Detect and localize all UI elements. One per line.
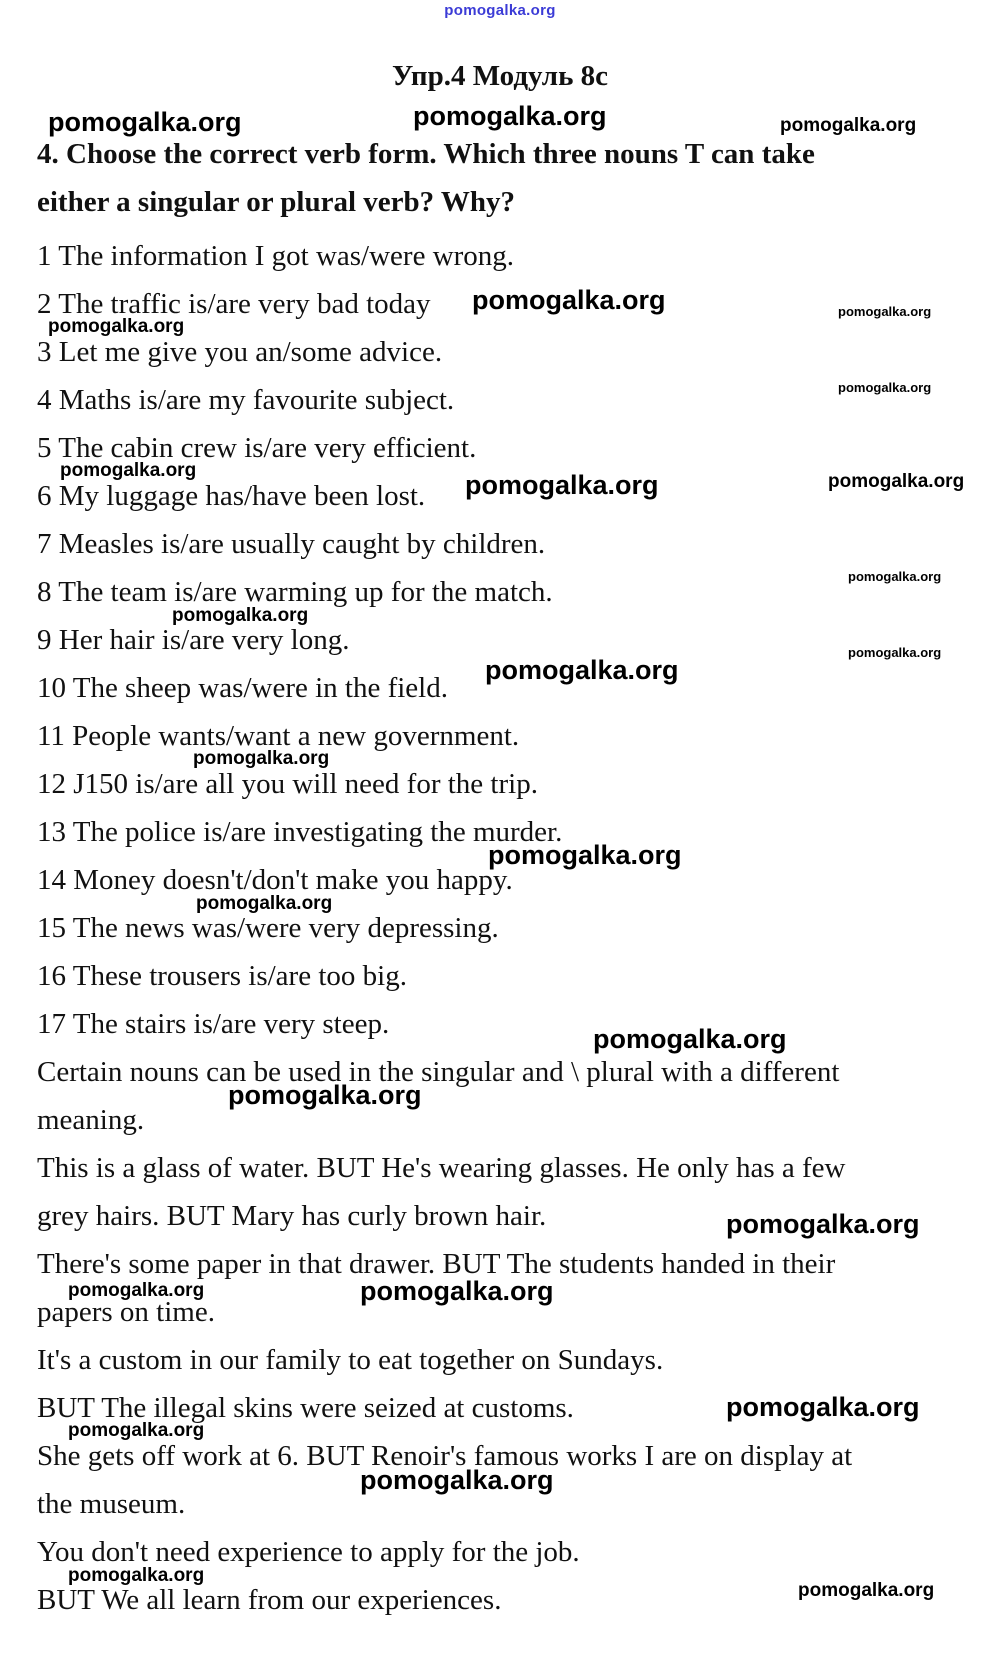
watermark: pomogalka.org [838,380,932,395]
watermark: pomogalka.org [360,1276,554,1306]
watermark: pomogalka.org [593,1024,787,1054]
task-heading-line-1: 4. Choose the correct verb form. Which three nouns T can take [37,138,815,170]
explanation-line-1: Certain nouns can be used in the singular and \ plural with a different [37,1056,840,1088]
watermark: pomogalka.org [413,101,607,131]
watermark: pomogalka.org [828,471,965,492]
watermark: pomogalka.org [780,115,917,136]
explanation-line-6: papers on time. [37,1296,215,1328]
site-label[interactable]: pomogalka.org [444,2,556,19]
watermark: pomogalka.org [848,569,942,584]
exercise-item-6: 6 My luggage has/have been lost. [37,480,426,512]
exercise-item-1: 1 The information I got was/were wrong. [37,240,515,272]
watermark: pomogalka.org [838,304,932,319]
watermark: pomogalka.org [60,460,197,481]
explanation-line-5: There's some paper in that drawer. BUT The students handed in their [37,1248,836,1280]
explanation-line-8: BUT The illegal skins were seized at customs. [37,1392,574,1424]
explanation-line-11: You don't need experience to apply for the job. [37,1536,580,1568]
watermark: pomogalka.org [68,1565,205,1586]
explanation-line-3: This is a glass of water. BUT He's wearing glasses. He only has a few [37,1152,846,1184]
exercise-item-7: 7 Measles is/are usually caught by children. [37,528,546,560]
watermark: pomogalka.org [172,605,309,626]
explanation-line-10: the museum. [37,1488,186,1520]
exercise-item-8: 8 The team is/are warming up for the match. [37,576,553,608]
explanation-line-12: BUT We all learn from our experiences. [37,1584,502,1616]
exercise-item-17: 17 The stairs is/are very steep. [37,1008,390,1040]
watermark: pomogalka.org [193,748,330,769]
watermark: pomogalka.org [68,1420,205,1441]
exercise-item-9: 9 Her hair is/are very long. [37,624,350,656]
exercise-item-5: 5 The cabin crew is/are very efficient. [37,432,477,464]
exercise-item-10: 10 The sheep was/were in the field. [37,672,448,704]
explanation-line-7: It's a custom in our family to eat together on Sundays. [37,1344,664,1376]
watermark: pomogalka.org [485,655,679,685]
page-title: Упр.4 Модуль 8с [391,60,609,92]
exercise-item-14: 14 Money doesn't/don't make you happy. [37,864,513,896]
exercise-item-12: 12 J150 is/are all you will need for the trip. [37,768,538,800]
exercise-item-16: 16 These trousers is/are too big. [37,960,407,992]
watermark: pomogalka.org [68,1280,205,1301]
watermark: pomogalka.org [726,1209,920,1239]
exercise-item-15: 15 The news was/were very depressing. [37,912,499,944]
watermark: pomogalka.org [848,645,942,660]
explanation-line-2: meaning. [37,1104,145,1136]
exercise-item-3: 3 Let me give you an/some advice. [37,336,443,368]
explanation-line-9: She gets off work at 6. BUT Renoir's famous works I are on display at [37,1440,853,1472]
exercise-item-4: 4 Maths is/are my favourite subject. [37,384,455,416]
watermark: pomogalka.org [48,107,242,137]
explanation-line-4: grey hairs. BUT Mary has curly brown hair. [37,1200,547,1232]
watermark: pomogalka.org [465,470,659,500]
watermark: pomogalka.org [472,285,666,315]
watermark: pomogalka.org [488,840,682,870]
watermark: pomogalka.org [228,1080,422,1110]
task-heading-line-2: either a singular or plural verb? Why? [37,186,516,218]
watermark: pomogalka.org [48,316,185,337]
watermark: pomogalka.org [196,893,333,914]
exercise-item-11: 11 People wants/want a new government. [37,720,520,752]
watermark: pomogalka.org [798,1580,935,1601]
exercise-item-13: 13 The police is/are investigating the murder. [37,816,563,848]
exercise-item-2: 2 The traffic is/are very bad today [37,288,431,320]
watermark: pomogalka.org [726,1392,920,1422]
watermark: pomogalka.org [360,1465,554,1495]
